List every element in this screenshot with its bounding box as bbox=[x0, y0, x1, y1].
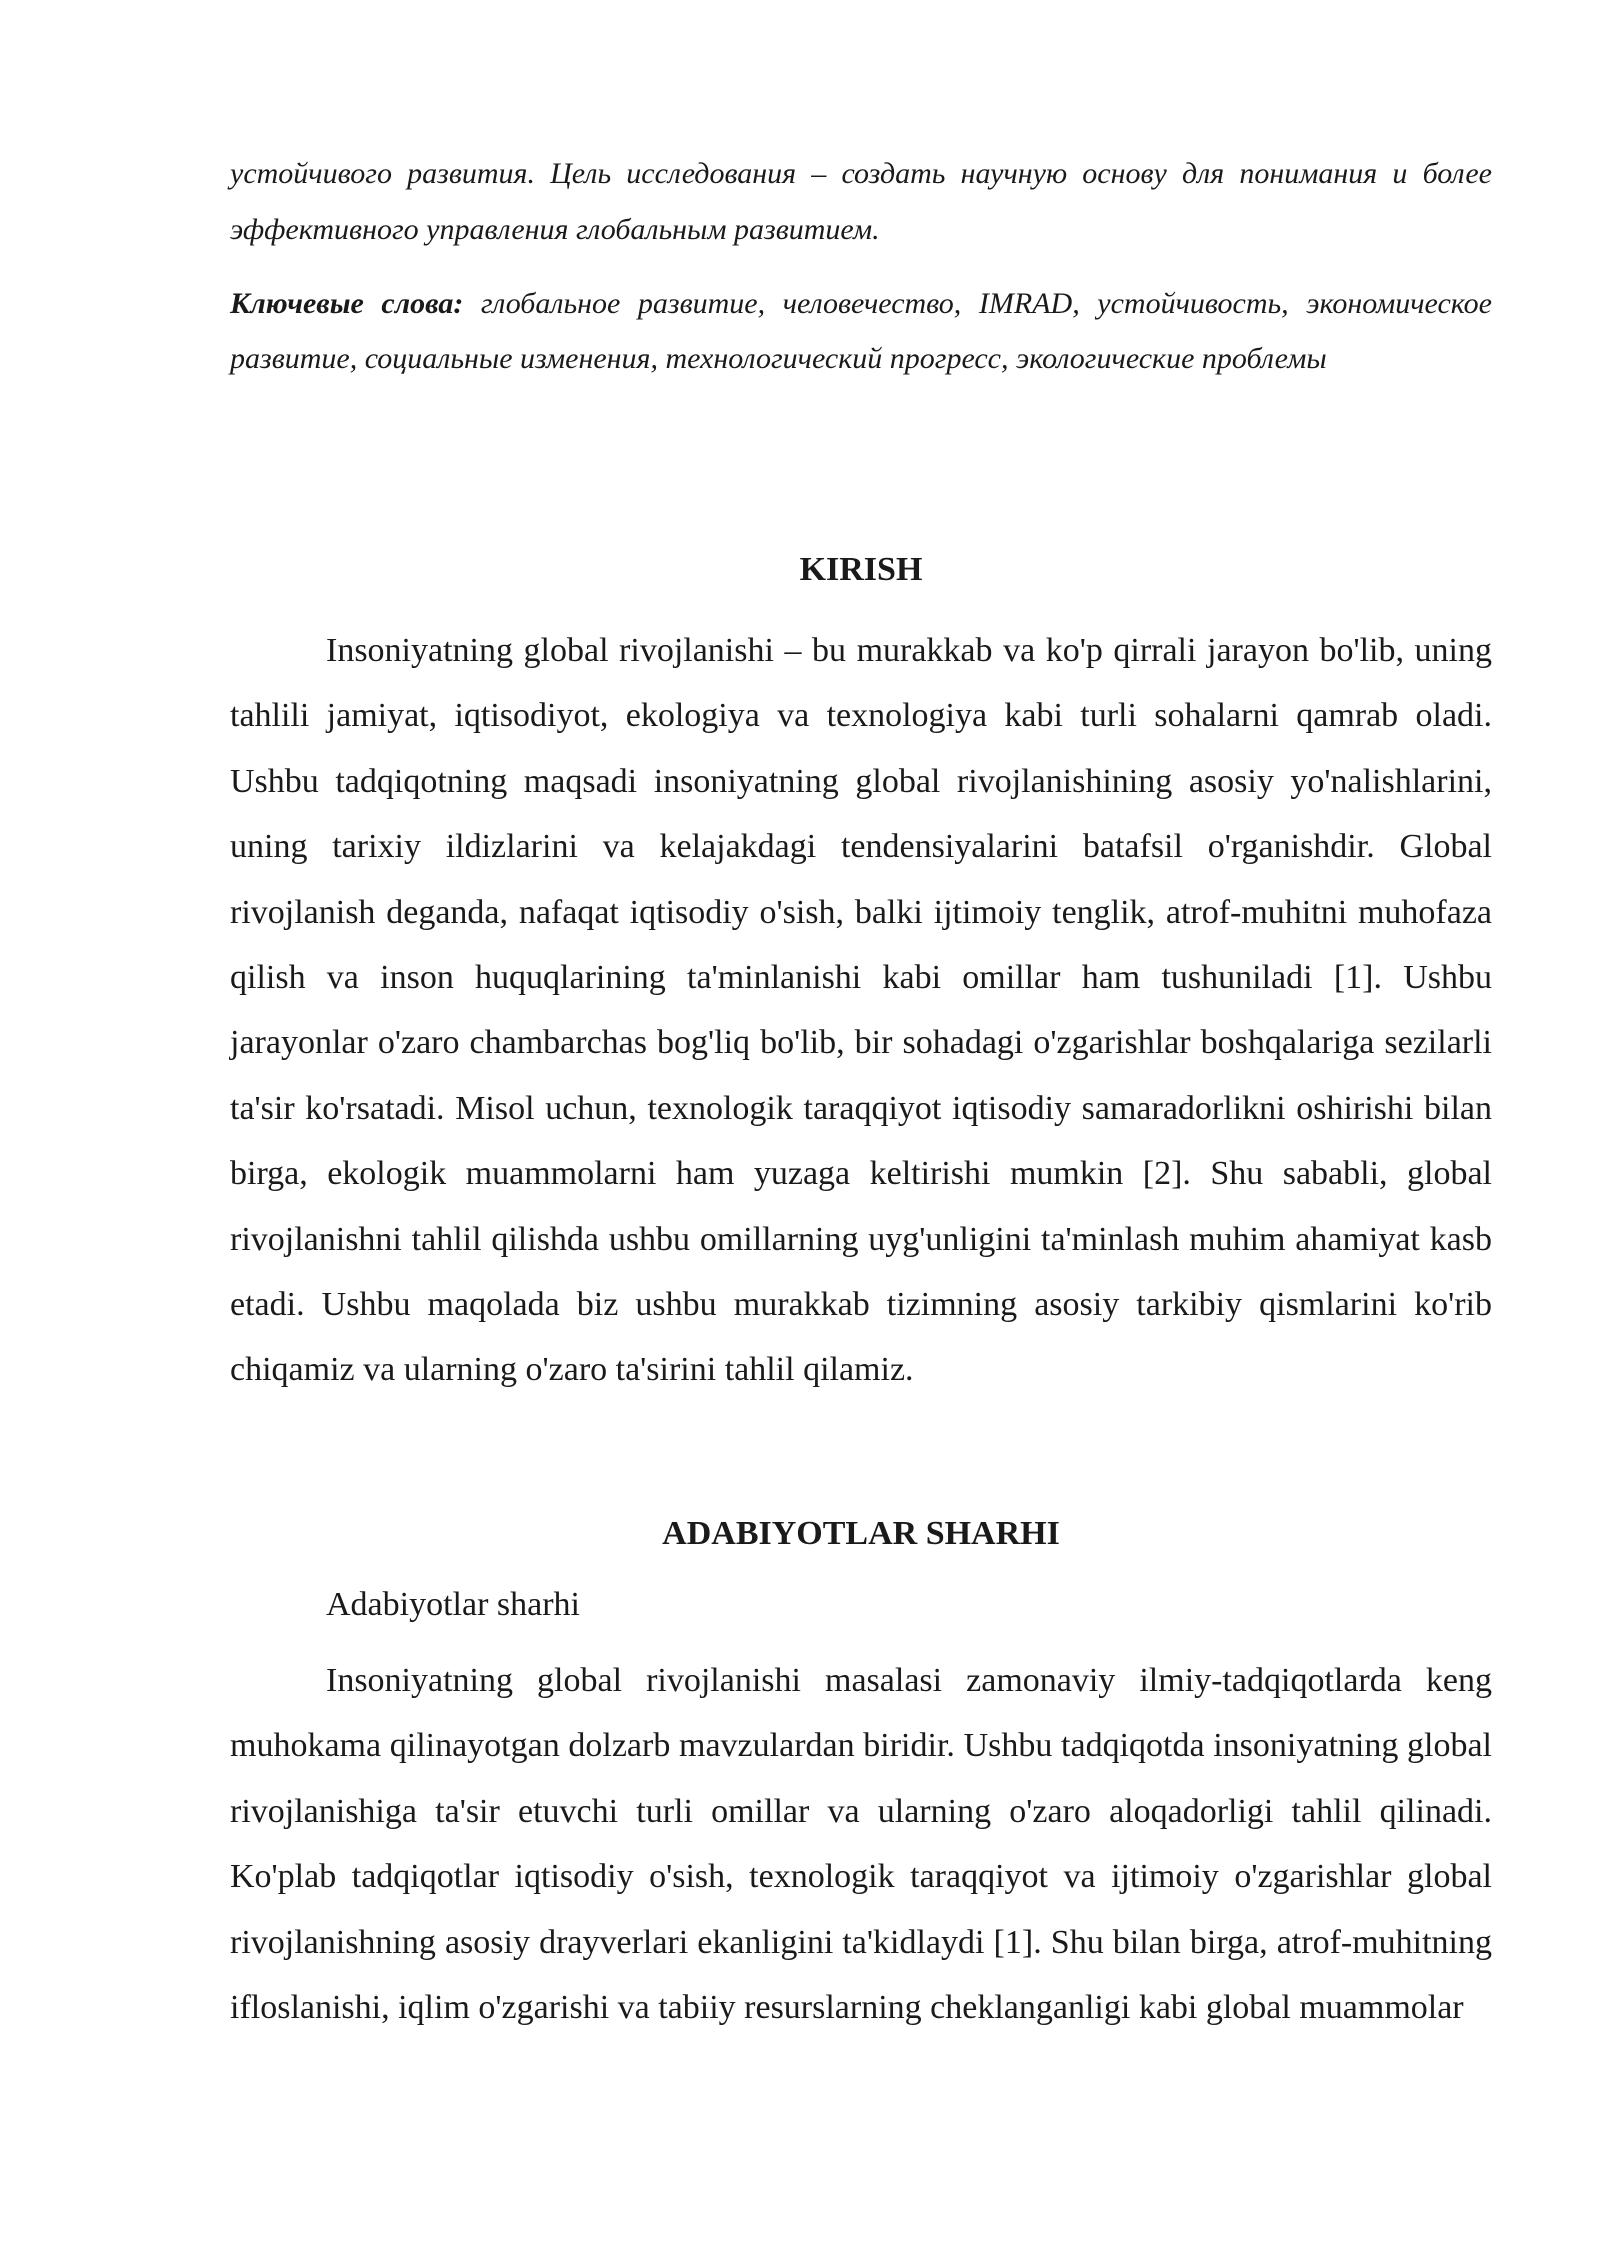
keywords-text: глобальное развитие, человечество, IMRAD, устойчивость, экономическое развитие, социальные изменения, технологический прогресс, экологические проблемы bbox=[230, 287, 1492, 375]
literature-review-paragraph: Insoniyatning global rivojlanishi masalasi zamonaviy ilmiy-tadqiqotlarda keng muhokama qilinayotgan dolzarb mavzulardan biridir. Ushbu tadqiqotda insoniyatning global rivojlanishiga ta'sir etuvchi turli omillar va ularning o'zaro aloqadorligi tahlil qilinadi. Ko'plab tadqiqotlar iqtisodiy o'sish, texnologik taraqqiyot va ijtimoiy o'zgarishlar global rivojlanishning asosiy drayverlari ekanligini ta'kidlaydi [1]. Shu bilan birga, atrof-muhitning ifloslanishi, iqlim o'zgarishi va tabiiy resurslarning cheklanganligi kabi global muammolar bbox=[230, 1662, 1492, 2027]
abstract-tail-text: устойчивого развития. Цель исследования – создать научную основу для понимания и более эффективного управления глобальным развитием. bbox=[230, 157, 1492, 246]
section-heading-introduction: KIRISH bbox=[799, 551, 923, 588]
keywords-paragraph bbox=[230, 276, 1492, 386]
literature-review-subtitle: Adabiyotlar sharhi bbox=[326, 1586, 580, 1623]
introduction-paragraph: Insoniyatning global rivojlanishi – bu murakkab va ko'p qirrali jarayon bo'lib, uning tahlili jamiyat, iqtisodiyot, ekologiya va texnologiya kabi turli sohalarni qamrab oladi. Ushbu tadqiqotning maqsadi insoniyatning global rivojlanishining asosiy yo'nalishlarini, uning tarixiy ildizlarini va kelajakdagi tendensiyalarini batafsil o'rganishdir. Global rivojlanish deganda, nafaqat iqtisodiy o'sish, balki ijtimoiy tenglik, atrof-muhitni muhofaza qilish va inson huquqlarining ta'minlanishi kabi omillar ham tushuniladi [1]. Ushbu jarayonlar o'zaro chambarchas bog'liq bo'lib, bir sohadagi o'zgarishlar boshqalariga sezilarli ta'sir ko'rsatadi. Misol uchun, texnologik taraqqiyot iqtisodiy samaradorlikni oshirishi bilan birga, ekologik muammolarni ham yuzaga keltirishi mumkin [2]. Shu sababli, global rivojlanishni tahlil qilishda ushbu omillarning uyg'unligini ta'minlash muhim ahamiyat kasb etadi. Ushbu maqolada biz ushbu murakkab tizimning asosiy tarkibiy qismlarini ko'rib chiqamiz va ularning o'zaro ta'sirini tahlil qilamiz. bbox=[230, 632, 1492, 1389]
keywords-label: Ключевые слова: bbox=[230, 287, 464, 320]
section-heading-literature-review: ADABIYOTLAR SHARHI bbox=[662, 1515, 1060, 1552]
